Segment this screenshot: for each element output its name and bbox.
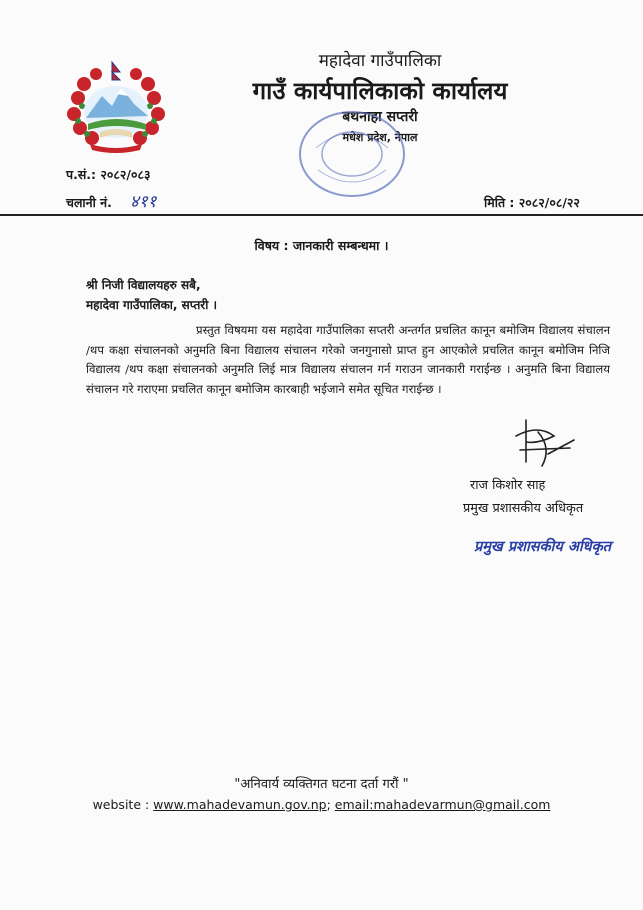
- district-name: बथनाहा सप्तरी: [342, 109, 418, 125]
- letter-body: प्रस्तुत विषयमा यस महादेवा गाउँपालिका सप्तरी अन्तर्गत प्रचलित कानून बमोजिम विद्यालय संचालन /थप कक्षा संचालनको अनुमति बिना विद्यालय संचालन गरेको जनगुनासो प्राप्त हुन आएकोले प्रचलित कानून बमोजिम निजि विद्यालय /थप कक्षा संचालनको अनुमति लिई मात्र विद्यालय संचालन गर्न गराउन जानकारी गराईन्छ । अनुमति बिना विद्यालय संचालन गरे गराएमा प्रचलित कानून बमोजिम कारबाही भईजाने समेत सूचित गराईन्छ ।: [86, 323, 610, 396]
- header-divider: [0, 214, 643, 216]
- contact-separator: ;: [326, 797, 335, 812]
- nepal-emblem-logo: [62, 58, 170, 154]
- municipality-name: महादेवा गाउँपालिका: [318, 51, 442, 71]
- subject-line: विषय : जानकारी सम्बन्धमा ।: [254, 238, 389, 253]
- website-link[interactable]: www.mahadevamun.gov.np: [153, 797, 327, 812]
- office-stamp: [296, 108, 408, 200]
- footer-slogan: "अनिवार्य व्यक्तिगत घटना दर्ता गरौं ": [234, 777, 409, 792]
- website-label: website :: [92, 797, 154, 812]
- handwritten-signature: [508, 414, 578, 470]
- footer-contact: [0, 797, 643, 812]
- dispatch-number: ४११: [130, 192, 157, 212]
- letter-date: मिति : २०८२/०८/२२: [484, 195, 580, 210]
- signatory-name: राज किशोर साह: [470, 478, 546, 493]
- designation-seal: प्रमुख प्रशासकीय अधिकृत: [474, 539, 611, 555]
- reference-number: प.सं.: २०८२/०८३: [66, 167, 151, 182]
- addressee-line-1: श्री निजी विद्यालयहरु सबै,: [86, 278, 201, 292]
- dispatch-number-label: चलानी नं.: [66, 195, 112, 210]
- signatory-title: प्रमुख प्रशासकीय अधिकृत: [463, 501, 584, 516]
- email-link[interactable]: email:mahadevarmun@gmail.com: [334, 797, 551, 812]
- office-name: गाउँ कार्यपालिकाको कार्यालय: [252, 77, 508, 105]
- province-name: मधेश प्रदेश, नेपाल: [342, 131, 418, 144]
- addressee-line-2: महादेवा गाउँपालिका, सप्तरी ।: [86, 298, 218, 312]
